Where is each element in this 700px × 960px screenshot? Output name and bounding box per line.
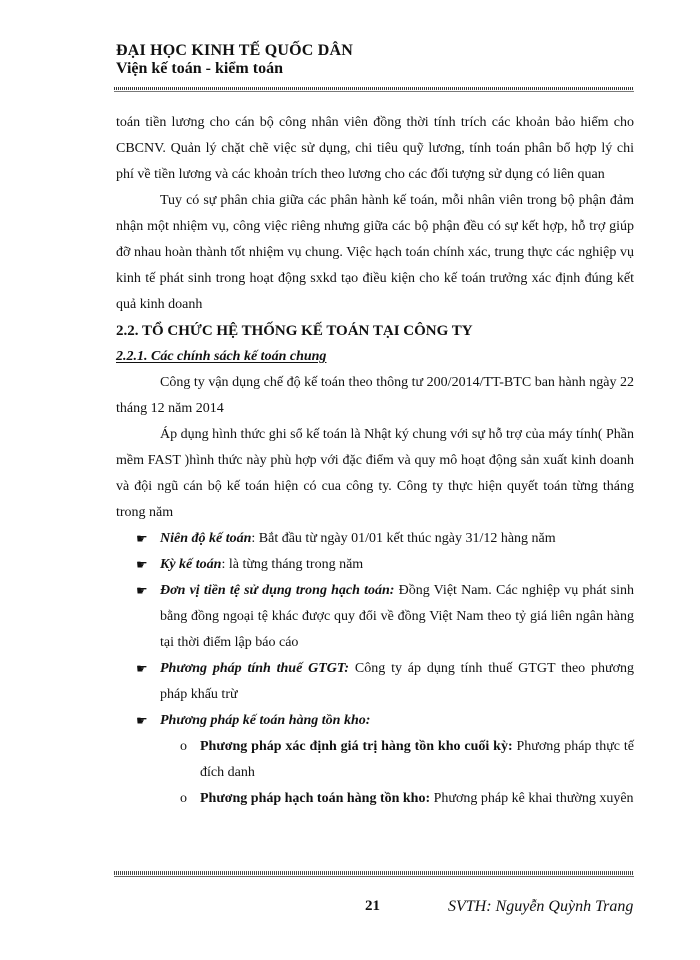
bullet-text: : Bắt đầu từ ngày 01/01 kết thúc ngày 31/12 hàng năm (251, 531, 556, 546)
footer-author: SVTH: Nguyễn Quỳnh Trang (448, 898, 634, 915)
sub-bullet-label: Phương pháp xác định giá trị hàng tồn kho cuối kỳ: (200, 739, 513, 754)
sub-bullet-text: Phương pháp kê khai thường xuyên (430, 791, 634, 806)
paragraph: toán tiền lương cho cán bộ công nhân viên đồng thời tính trích các khoản bảo hiểm cho CBCNV. Quản lý chặt chẽ việc sử dụng, chi tiêu quỹ lương, tính toán phân bổ hợp lý chi phí về tiền lương và các khoản trích theo lương cho các đối tượng sử dụng có liên quan (116, 115, 634, 182)
footer-divider (114, 871, 634, 875)
header-divider-line (114, 91, 634, 92)
bullet-text: : là từng tháng trong năm (221, 557, 364, 572)
bullet-label: Kỳ kế toán (160, 557, 222, 572)
bullet-text: Đồng Việt Nam. Các nghiệp vụ phát sinh bằng đồng ngoại tệ khác được quy đổi về đồng Việt Nam theo tỷ giá liên ngân hàng tại thời điểm lập báo cáo (160, 583, 634, 650)
bullet-label: Phương pháp tính thuế GTGT: (160, 661, 350, 676)
paragraph: Công ty vận dụng chế độ kế toán theo thông tư 200/2014/TT-BTC ban hành ngày 22 tháng 12 năm 2014 (116, 375, 634, 416)
circle-o-icon: o (180, 791, 187, 806)
paragraph: Áp dụng hình thức ghi sổ kế toán là Nhật ký chung với sự hỗ trợ của máy tính( Phần mềm FAST )hình thức này phù hợp với đặc điểm và quy mô hoạt động sản xuất kinh doanh và đội ngũ cán bộ kế toán hiện có cua công ty. Công ty thực hiện quyết toán từng tháng trong năm (116, 427, 634, 520)
list-item (116, 526, 634, 552)
page-number: 21 (365, 898, 380, 914)
list-item (116, 552, 634, 578)
header-divider (114, 87, 634, 90)
list-item (116, 656, 634, 708)
pointing-hand-icon: ☛ (136, 531, 148, 546)
header-department: Viện kế toán - kiểm toán (116, 60, 283, 77)
sub-list-item (116, 786, 634, 812)
sub-bullet-label: Phương pháp hạch toán hàng tồn kho: (200, 791, 431, 806)
list-item (116, 708, 634, 734)
bullet-label: Niên độ kế toán (160, 531, 252, 546)
bullet-label: Đơn vị tiền tệ sử dụng trong hạch toán: (160, 583, 395, 598)
paragraph: Tuy có sự phân chia giữa các phân hành kế toán, mỗi nhân viên trong bộ phận đảm nhận một nhiệm vụ, công việc riêng nhưng giữa các bộ phận đều có sự kết hợp, hỗ trợ giúp đỡ nhau hoàn thành tốt nhiệm vụ chung. Việc hạch toán chính xác, trung thực các nghiệp vụ kinh tế phát sinh trong hoạt động sxkd tạo điều kiện cho kế toán trưởng xác định đúng kết quả kinh doanh (116, 193, 634, 312)
circle-o-icon: o (180, 739, 187, 754)
sub-bullet-text: Phương pháp thực tế đích danh (200, 739, 634, 780)
header-institution: ĐẠI HỌC KINH TẾ QUỐC DÂN (116, 42, 353, 59)
pointing-hand-icon: ☛ (136, 557, 148, 572)
bullet-text: Công ty áp dụng tính thuế GTGT theo phương pháp khấu trừ (160, 661, 634, 702)
document-body (116, 110, 634, 812)
sub-list-item (116, 734, 634, 786)
bullet-label: Phương pháp kế toán hàng tồn kho: (160, 713, 371, 728)
subsection-heading: 2.2.1. Các chính sách kế toán chung (116, 349, 327, 364)
section-heading: 2.2. TỔ CHỨC HỆ THỐNG KẾ TOÁN TẠI CÔNG TY (116, 323, 473, 339)
footer-divider-line (114, 876, 634, 877)
pointing-hand-icon: ☛ (136, 583, 148, 598)
pointing-hand-icon: ☛ (136, 661, 148, 676)
pointing-hand-icon: ☛ (136, 713, 148, 728)
list-item (116, 578, 634, 656)
